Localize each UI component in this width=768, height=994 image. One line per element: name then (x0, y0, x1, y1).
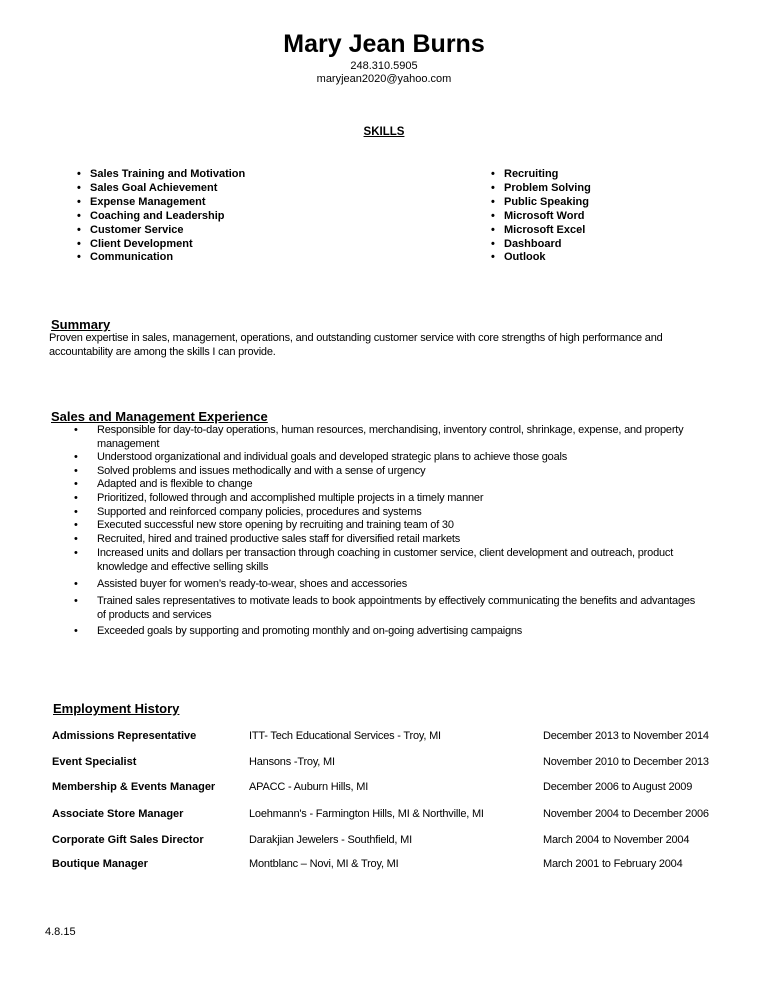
experience-item: • Increased units and dollars per transaction through coaching in customer service, client development and outreach, product knowledge and effective selling skills (0, 547, 697, 574)
employment-row (0, 858, 768, 876)
skill-item: • Customer Service (77, 224, 245, 238)
job-title: Boutique Manager (52, 858, 148, 870)
skill-item: • Problem Solving (491, 182, 591, 196)
job-title: Corporate Gift Sales Director (52, 834, 204, 846)
experience-item: • Solved problems and issues methodically and with a sense of urgency (0, 465, 697, 479)
job-title: Associate Store Manager (52, 808, 184, 820)
job-title: Membership & Events Manager (52, 781, 216, 793)
job-dates: March 2004 to November 2004 (543, 834, 690, 846)
employment-heading: Employment History (53, 701, 180, 716)
skill-item: • Recruiting (491, 168, 591, 182)
experience-heading: Sales and Management Experience (51, 409, 268, 424)
job-dates: March 2001 to February 2004 (543, 858, 683, 870)
experience-item: • Recruited, hired and trained productive sales staff for diversified retail markets (0, 533, 697, 547)
skill-item: • Public Speaking (491, 196, 591, 210)
job-company: Montblanc – Novi, MI & Troy, MI (249, 858, 399, 870)
job-company: Loehmann's - Farmington Hills, MI & Northville, MI (249, 808, 484, 820)
skill-item: • Sales Goal Achievement (77, 182, 245, 196)
summary-text: Proven expertise in sales, management, operations, and outstanding customer service with core strengths of high performance and accountability are among the skills I can provide. (49, 332, 663, 358)
employment-row (0, 834, 768, 852)
experience-item: • Exceeded goals by supporting and promoting monthly and on-going advertising campaigns (0, 625, 697, 639)
skill-item: • Microsoft Word (491, 210, 591, 224)
skill-item: • Expense Management (77, 196, 245, 210)
job-dates: November 2010 to December 2013 (543, 756, 709, 768)
employment-row (0, 730, 768, 748)
job-dates: November 2004 to December 2006 (543, 808, 709, 820)
candidate-name: Mary Jean Burns (283, 30, 485, 58)
job-company: ITT- Tech Educational Services - Troy, MI (249, 730, 441, 742)
summary-heading: Summary (51, 317, 111, 332)
experience-item: • Supported and reinforced company policies, procedures and systems (0, 506, 697, 520)
skill-item: • Outlook (491, 251, 591, 265)
skills-list-left (77, 168, 245, 265)
document-date: 4.8.15 (45, 926, 76, 938)
employment-row (0, 756, 768, 774)
resume-header (0, 28, 768, 86)
skill-item: • Client Development (77, 238, 245, 252)
experience-item: • Executed successful new store opening by recruiting and training team of 30 (0, 519, 697, 533)
experience-item: • Prioritized, followed through and accomplished multiple projects in a timely manner (0, 492, 697, 506)
experience-list (0, 424, 768, 639)
job-company: Darakjian Jewelers - Southfield, MI (249, 834, 412, 846)
experience-item: • Assisted buyer for women’s ready-to-wear, shoes and accessories (0, 578, 697, 592)
skill-item: • Microsoft Excel (491, 224, 591, 238)
job-dates: December 2013 to November 2014 (543, 730, 709, 742)
experience-item: • Responsible for day-to-day operations, human resources, merchandising, inventory control, shrinkage, expense, and property management (0, 424, 697, 451)
employment-row (0, 808, 768, 826)
phone-number: 248.310.5905 (350, 60, 418, 72)
job-company: APACC - Auburn Hills, MI (249, 781, 369, 793)
job-title: Event Specialist (52, 756, 137, 768)
experience-item: • Understood organizational and individual goals and developed strategic plans to achieve those goals (0, 451, 697, 465)
job-company: Hansons -Troy, MI (249, 756, 335, 768)
experience-item: • Trained sales representatives to motivate leads to book appointments by effectively communicating the benefits and advantages of products and services (0, 595, 697, 622)
skill-item: • Coaching and Leadership (77, 210, 245, 224)
skill-item: • Communication (77, 251, 245, 265)
job-title: Admissions Representative (52, 730, 197, 742)
skills-list-right (491, 168, 591, 265)
experience-item: • Adapted and is flexible to change (0, 478, 697, 492)
job-dates: December 2006 to August 2009 (543, 781, 693, 793)
skill-item: • Dashboard (491, 238, 591, 252)
email-address: maryjean2020@yahoo.com (316, 73, 452, 85)
skill-item: • Sales Training and Motivation (77, 168, 245, 182)
employment-row (0, 781, 768, 799)
skills-heading: SKILLS (363, 126, 405, 138)
